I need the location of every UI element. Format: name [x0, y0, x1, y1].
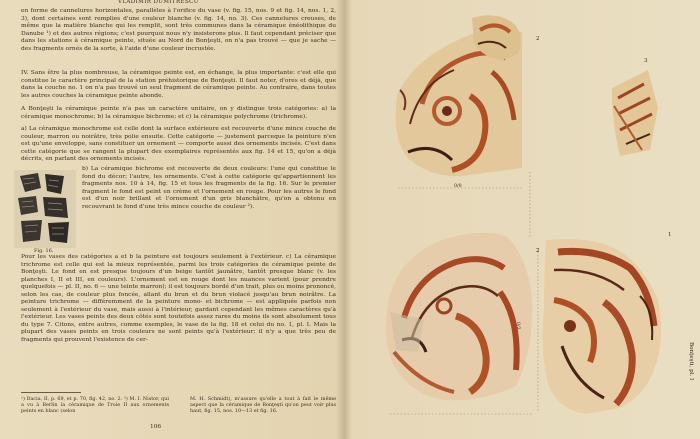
scale-label-bottom: 0/2 — [515, 322, 520, 330]
footnote-rule — [21, 392, 81, 393]
page-number: 106 — [150, 424, 162, 430]
figure-16-sherds — [14, 170, 76, 248]
plate-caption: Bonţeşti, pl. I — [688, 342, 694, 381]
plate-page — [350, 0, 700, 439]
scale-label-top: 0/0 — [454, 184, 462, 189]
fragment-right-small — [612, 70, 658, 156]
paragraph-cannelures: en forme de cannelures horizontales, parallèles à l'orifice du vase (v. fig. 15, nos. 9 et fig. 14, nos. 1, 2, 3), dont certaines sont remplies d'une couleur blanche (v. fig. 14, no. 3). Ces cannelures creuses, de même que la matière blanche qui les remplit, sont très communes dans la céramique énéolithique du Danube ¹) et des autres régions; c'est pourquoi nous n'y insisterons plus. Il faut cependant préciser que dans les stations à céramique peinte, située au Nord de Bonţeşti, on n'a pas trouvé — que je sache — des fragments ornés de la sorte, à l'aide d'une couleur incrustée. — [21, 8, 336, 52]
left-page — [0, 0, 342, 439]
figure-caption: Fig. 16. — [34, 248, 54, 254]
footnotes-right: M. H. Schmidt), m'assure qu'elle a tout à fait le même aspect que la céramique de Bonţeşti qu'on peut voir plus haut, fig. 15, nos. 10—13 et fig. 16. — [190, 396, 336, 414]
footnotes-left: ¹) Dacia, II, p. 69, et p. 70, fig. 42, no. 2. ²) M. I. Nistor, qui a vu à Berlin la céramique de Troie II aux ornements peints en blanc (selon — [21, 396, 169, 414]
pottery-plate — [350, 0, 700, 439]
paragraph-monochrome: a) La céramique monochrome est celle dont la surface extérieure est recouverte d'une mince couche de couleur, marron ou noirâtre, très polie ensuite. Cette catégorie — justement parceque la peinture n'en est qu'une enveloppe, sans constituer un ornement — comporte aussi des ornements incisés. C'est dans cette catégorie que se rangent la plupart des exemplaires représentés aux fig. 14 et 15, qu'on a déjà décrits, en parlant des ornements incisés. — [21, 126, 336, 163]
running-head: VLADIMIR DUMITRESCU — [118, 0, 199, 5]
paragraph-trichrome: Pour les vases des catégories a et b la peinture est toujours seulement à l'extérieur. c) La céramique trichrome est celle qui est la mieux représentée, parmi les trois catégories de céramique peinte de Bonţeşti. Le fond en est presque toujours d'un beige tantôt jaunâtre, tantôt presque blanc (v. les planches I, II et III, en couleurs). L'ornement est en rouge dont les nuances varient (pour prendre quelquefois — pl. II, no. 6 — une teinte marron); il est toujours bordé d'un trait, plus ou moins prononcé, selon les cas, de couleur plus foncée, allant du brun et du brun violacé jusqu'au brun noirâtre. La peinture trichrome — différemment de la peinture mono- et bichrome — est appliquée parfois non seulement à l'extérieur du vase, mais aussi à l'intérieur, gardant cependant les mêmes caractères qu'à l'extérieur. Les vases peints des deux côtés sont toutefois assez rares du moins ils sont absolument tous du type 7. Citons, entre autres, comme exemples, le vase de la fig. 18 et celui du no. 1, pl. I. Mais la plupart des vases peints en trois couleurs ne sont peints qu'à l'extérieur; il n'y a que très peu de fragments qui prouvent l'existence de cer- — [21, 254, 336, 344]
paragraph-bichrome: b) La céramique bichrome est recouverte de deux couleurs: l'une qui constitue le fond du décor; l'autre, les ornements. C'est à cette catégorie qu'appartiennent les fragments nos. 10 à 14, fig. 15 et tous les fragments de la fig. 16. Sur le premier fragment le fond est peint en crème et l'ornement en rouge. Pour les autres le fond est d'un noir brillant et l'ornement d'un gris blanchâtre, qu'on a obtenu en recouvrant le fond d'une très mince couche de couleur ²). — [82, 166, 336, 210]
fragment-bottom-left — [386, 233, 532, 400]
fragment-number-right: 3 — [644, 58, 648, 64]
fragment-number-top: 2 — [536, 36, 540, 42]
paragraph-ceramique-peinte: IV. Sans être la plus nombreuse, la céramique peinte est, en échange, la plus importante: c'est elle qui constitue le caractère principal de la station préhistorique de Bonţeşti. Il faut noter, d'ores et déjà, que dans la couche no. 1 on n'a pas trouvé un seul fragment de céramique peinte. Au contraire, dans toutes les autres couches la céramique peinte abonde. — [21, 70, 336, 99]
paragraph-categories: A Bonţeşti la céramique peinte n'a pas un caractère unitaire, on y distingue trois catégories: a) la céramique monochrome; b) la céramique bichrome; et c) la céramique polychrome (trichrome). — [21, 106, 336, 120]
fragment-number-bottom-left: 2 — [536, 248, 540, 254]
fragment-number-bottom-right: 1 — [668, 232, 672, 238]
fragment-bottom-right — [543, 239, 662, 414]
